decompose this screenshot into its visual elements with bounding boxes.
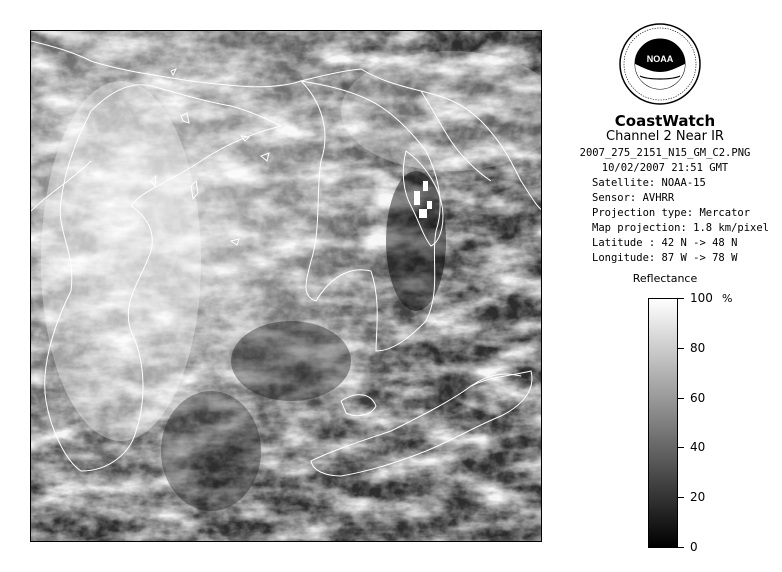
latitude-label: Latitude : 42 N -> 48 N (592, 237, 738, 249)
channel-title: Channel 2 Near IR (606, 129, 724, 144)
colorbar-tick (678, 348, 684, 349)
reflectance-colorbar (648, 298, 678, 548)
noaa-emblem-icon (618, 22, 702, 106)
colorbar-tick (678, 298, 684, 299)
satellite-image (30, 30, 542, 542)
map-projection-label: Map projection: 1.8 km/pixel (592, 222, 770, 234)
noaa-logo-text: NOAA (646, 54, 674, 64)
projection-label: Projection type: Mercator (592, 207, 751, 219)
colorbar-tick-label: 80 (690, 340, 706, 355)
brand-title: CoastWatch (614, 112, 716, 130)
colorbar-tick (678, 398, 684, 399)
legend-unit: % (722, 292, 733, 305)
colorbar-tick (678, 447, 684, 448)
colorbar-tick-label: 100 (690, 291, 713, 305)
satellite-map (31, 31, 542, 542)
longitude-label: Longitude: 87 W -> 78 W (592, 252, 738, 264)
satellite-label: Satellite: NOAA-15 (592, 177, 706, 189)
colorbar-tick-label: 40 (690, 440, 706, 455)
legend-title: Reflectance (632, 272, 698, 285)
colorbar-tick-label: 20 (690, 490, 706, 505)
colorbar-tick-label: 60 (690, 390, 706, 405)
filename-label: 2007_275_2151_N15_GM_C2.PNG (579, 147, 751, 159)
sensor-label: Sensor: AVHRR (592, 192, 675, 204)
datetime-label: 10/02/2007 21:51 GMT (601, 162, 729, 174)
colorbar-tick (678, 497, 684, 498)
colorbar-tick-label: 0 (690, 540, 698, 554)
colorbar-tick (678, 547, 684, 548)
